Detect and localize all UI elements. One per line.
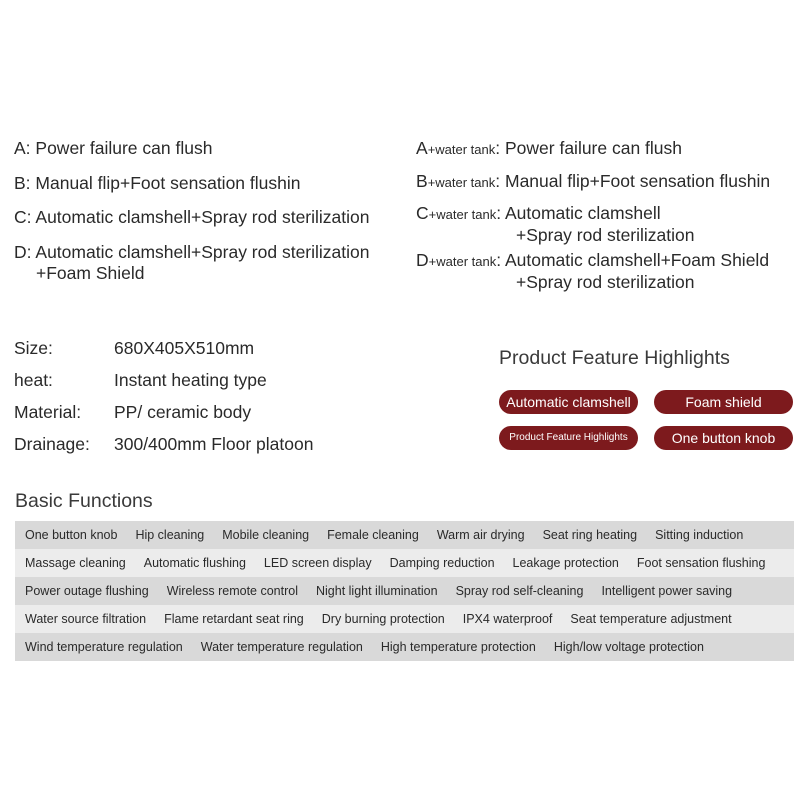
variant-a: A: Power failure can flush: [14, 138, 213, 158]
function-row: [15, 633, 794, 661]
function-item: Sitting induction: [655, 528, 744, 542]
variant-c-water-tank: C+water tank: Automatic clamshell +Spray rod sterilization: [416, 203, 695, 245]
function-item: Spray rod self-cleaning: [455, 584, 584, 598]
highlight-pill-one-button-knob: One button knob: [654, 426, 793, 450]
spec-row-heat: heat: Instant heating type: [14, 370, 267, 390]
function-item: Foot sensation flushing: [636, 556, 766, 570]
spec-table: [14, 336, 434, 464]
function-item: Intelligent power saving: [601, 584, 733, 598]
spec-row-size: Size: 680X405X510mm: [14, 338, 255, 358]
function-item: Flame retardant seat ring: [164, 612, 304, 626]
function-item: Female cleaning: [327, 528, 419, 542]
basic-functions-title: Basic Functions: [15, 490, 153, 512]
highlights-title: Product Feature Highlights: [499, 347, 730, 369]
highlight-pill-product-feature: Product Feature Highlights: [499, 426, 638, 450]
highlight-pill-automatic-clamshell: Automatic clamshell: [499, 390, 638, 414]
function-item: High/low voltage protection: [553, 640, 704, 654]
spec-row-material: Material: PP/ ceramic body: [14, 402, 252, 422]
function-item: Massage cleaning: [25, 556, 126, 570]
function-item: Water temperature regulation: [200, 640, 363, 654]
function-item: Night light illumination: [316, 584, 438, 598]
variant-c: C: Automatic clamshell+Spray rod sterilization: [14, 207, 370, 227]
variant-d-water-tank: D+water tank: Automatic clamshell+Foam Shield +Spray rod sterilization: [416, 250, 770, 292]
function-item: One button knob: [25, 528, 118, 542]
variant-a-water-tank: A+water tank: Power failure can flush: [416, 138, 683, 158]
function-item: Warm air drying: [436, 528, 525, 542]
function-item: IPX4 waterproof: [462, 612, 553, 626]
function-item: High temperature protection: [380, 640, 536, 654]
function-item: Automatic flushing: [143, 556, 246, 570]
variant-d: D: Automatic clamshell+Spray rod sterilization +Foam Shield: [14, 242, 370, 283]
function-row: [15, 549, 794, 577]
function-item: Hip cleaning: [135, 528, 205, 542]
function-item: Mobile cleaning: [222, 528, 310, 542]
function-item: Power outage flushing: [25, 584, 149, 598]
spec-row-drainage: Drainage: 300/400mm Floor platoon: [14, 434, 314, 454]
function-row: [15, 605, 794, 633]
function-item: Wind temperature regulation: [25, 640, 183, 654]
function-item: Wireless remote control: [166, 584, 298, 598]
function-item: Seat temperature adjustment: [570, 612, 732, 626]
variant-b-water-tank: B+water tank: Manual flip+Foot sensation flushin: [416, 171, 771, 191]
variant-b: B: Manual flip+Foot sensation flushin: [14, 173, 301, 193]
function-item: Damping reduction: [389, 556, 495, 570]
function-item: LED screen display: [263, 556, 372, 570]
function-item: Water source filtration: [25, 612, 147, 626]
highlight-pill-foam-shield: Foam shield: [654, 390, 793, 414]
function-row: [15, 577, 794, 605]
basic-functions-table: [15, 521, 794, 661]
function-row: [15, 521, 794, 549]
function-item: Leakage protection: [512, 556, 619, 570]
function-item: Dry burning protection: [321, 612, 445, 626]
function-item: Seat ring heating: [542, 528, 638, 542]
